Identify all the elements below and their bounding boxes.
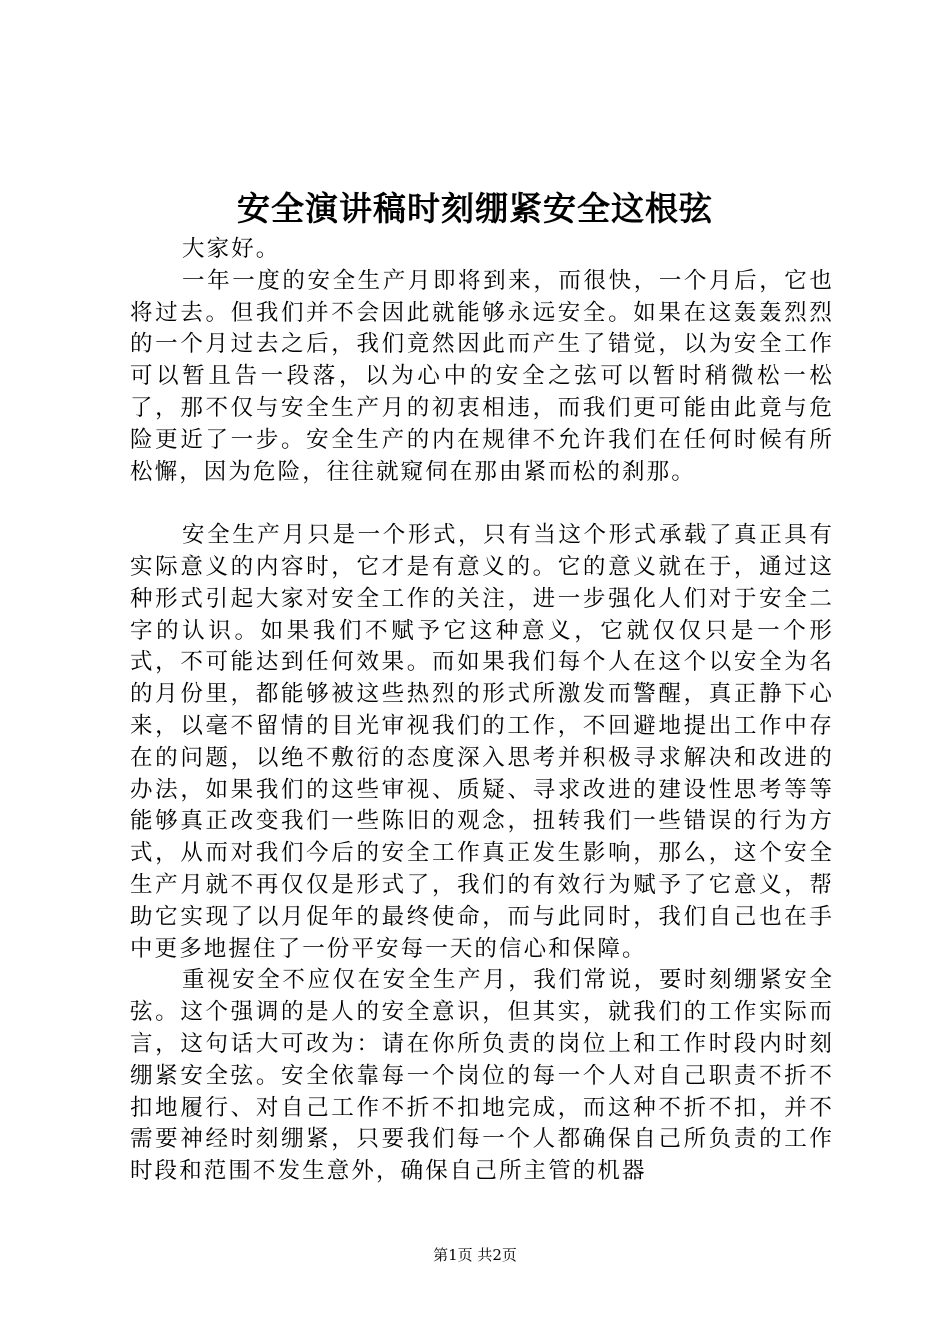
document-body	[130, 234, 834, 1188]
paragraph-2: 安全生产月只是一个形式，只有当这个形式承载了真正具有实际意义的内容时，它才是有意义的。它的意义就在于，通过这种形式引起大家对安全工作的关注，进一步强化人们对于安全二字的认识。如果我们不赋予它这种意义，它就仅仅只是一个形式，不可能达到任何效果。而如果我们每个人在这个以安全为名的月份里，都能够被这些热烈的形式所激发而警醒，真正静下心来，以毫不留情的目光审视我们的工作，不回避地提出工作中存在的问题，以绝不敷衍的态度深入思考并积极寻求解决和改进的办法，如果我们的这些审视、质疑、寻求改进的建设性思考等等能够真正改变我们一些陈旧的观念，扭转我们一些错误的行为方式，从而对我们今后的安全工作真正发生影响，那么，这个安全生产月就不再仅仅是形式了，我们的有效行为赋予了它意义，帮助它实现了以月促年的最终使命，而与此同时，我们自己也在手中更多地握住了一份平安每一天的信心和保障。	[130, 522, 834, 962]
document-title: 安全演讲稿时刻绷紧安全这根弦	[237, 189, 713, 228]
page-number-footer: 第1页 共2页	[433, 1246, 517, 1264]
paragraph-1: 一年一度的安全生产月即将到来，而很快，一个月后，它也将过去。但我们并不会因此就能够永远安全。如果在这轰轰烈烈的一个月过去之后，我们竟然因此而产生了错觉，以为安全工作可以暂且告一段落，以为心中的安全之弦可以暂时稍微松一松了，那不仅与安全生产月的初衷相违，而我们更可能由此竟与危险更近了一步。安全生产的内在规律不允许我们在任何时候有所松懈，因为危险，往往就窥伺在那由紧而松的刹那。	[130, 267, 834, 485]
paragraph-spacer	[130, 488, 834, 520]
paragraph-greeting: 大家好。	[182, 236, 281, 262]
paragraph-3: 重视安全不应仅在安全生产月，我们常说，要时刻绷紧安全弦。这个强调的是人的安全意识，但其实，就我们的工作实际而言，这句话大可改为：请在你所负责的岗位上和工作时段内时刻绷紧安全弦。安全依靠每一个岗位的每一个人对自己职责不折不扣地履行、对自己工作不折不扣地完成，而这种不折不扣，并不需要神经时刻绷紧，只要我们每一个人都确保自己所负责的工作时段和范围不发生意外，确保自己所主管的机器	[130, 967, 834, 1185]
